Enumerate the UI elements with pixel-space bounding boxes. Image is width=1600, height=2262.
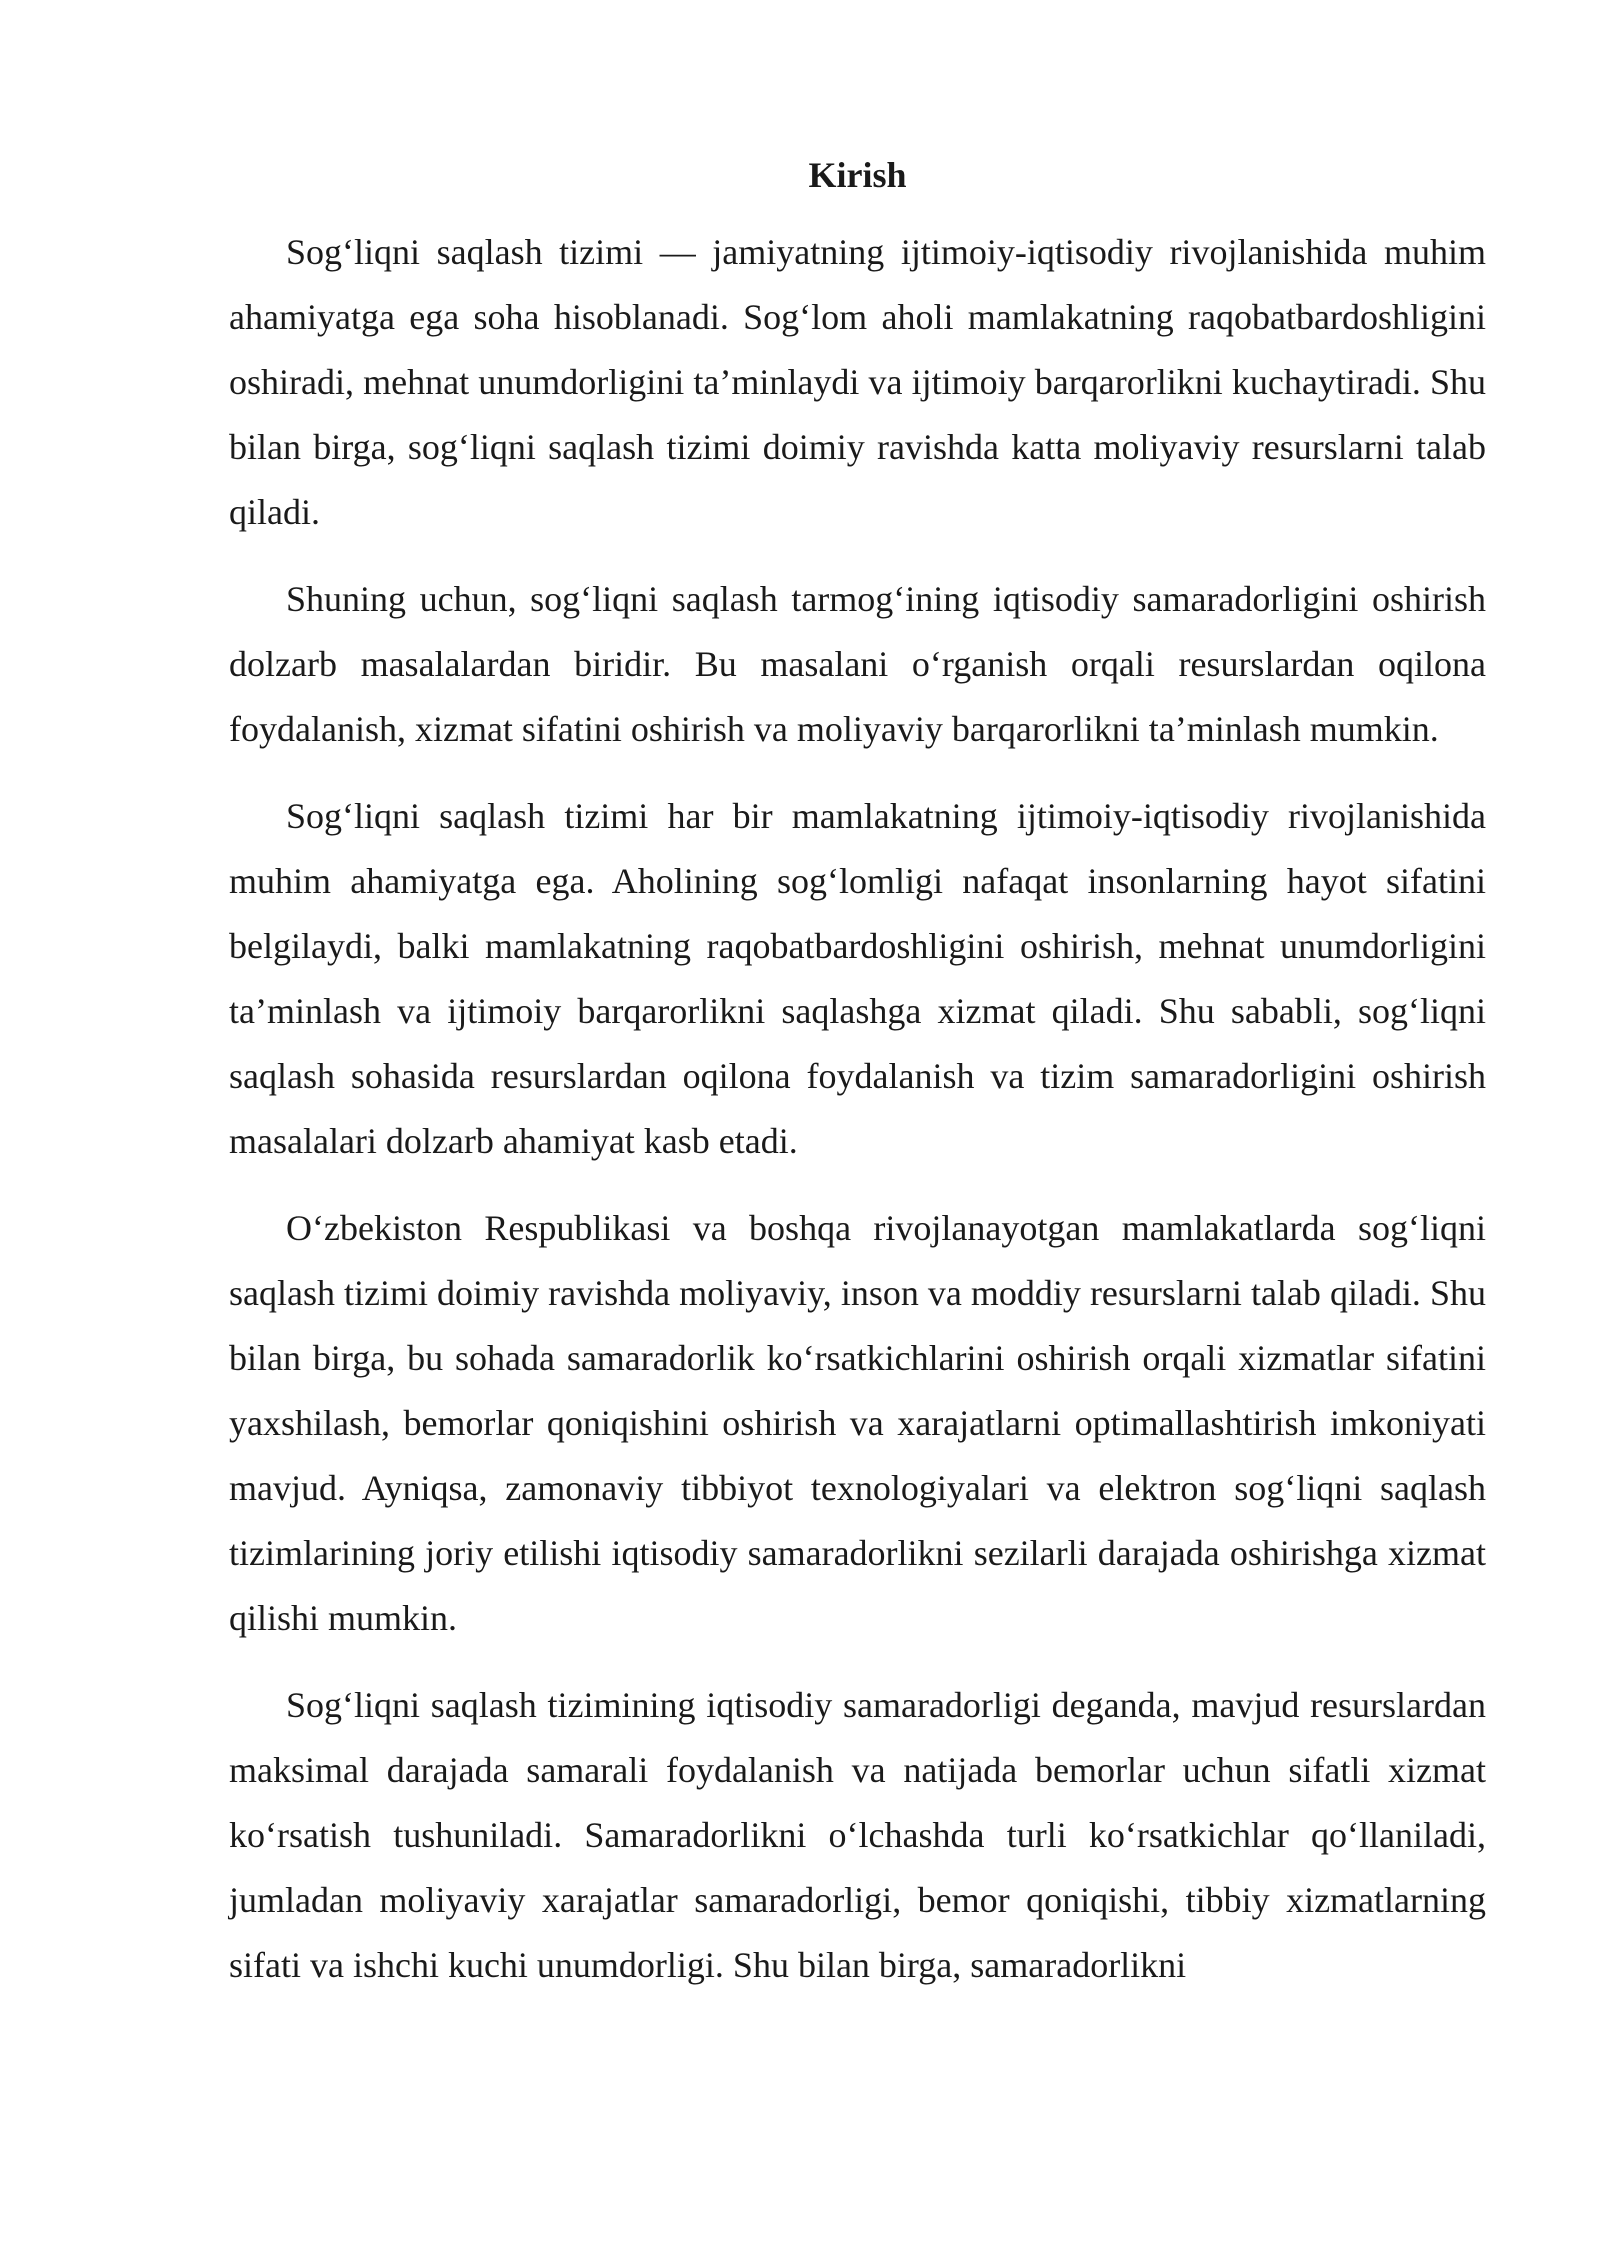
paragraph-4: O‘zbekiston Respublikasi va boshqa rivojlanayotgan mamlakatlarda sog‘liqni saqlash tizimi doimiy ravishda moliyaviy, inson va moddiy resurslarni talab qiladi. Shu bilan birga, bu sohada samaradorlik ko‘rsatkichlarini oshirish orqali xizmatlar sifatini yaxshilash, bemorlar qoniqishini oshirish va xarajatlarni optimallashtirish imkoniyati mavjud. Ayniqsa, zamonaviy tibbiyot texnologiyalari va elektron sog‘liqni saqlash tizimlarining joriy etilishi iqtisodiy samaradorlikni sezilarli darajada oshirishga xizmat qilishi mumkin. <box>229 1208 1486 1638</box>
paragraph-1: Sog‘liqni saqlash tizimi — jamiyatning ijtimoiy-iqtisodiy rivojlanishida muhim ahamiyatga ega soha hisoblanadi. Sog‘lom aholi mamlakatning raqobatbardoshligini oshiradi, mehnat unumdorligini ta’minlaydi va ijtimoiy barqarorlikni kuchaytiradi. Shu bilan birga, sog‘liqni saqlash tizimi doimiy ravishda katta moliyaviy resurslarni talab qiladi. <box>229 232 1486 532</box>
paragraph-3: Sog‘liqni saqlash tizimi har bir mamlakatning ijtimoiy-iqtisodiy rivojlanishida muhim ahamiyatga ega. Aholining sog‘lomligi nafaqat insonlarning hayot sifatini belgilaydi, balki mamlakatning raqobatbardoshligini oshirish, mehnat unumdorligini ta’minlash va ijtimoiy barqarorlikni saqlashga xizmat qiladi. Shu sababli, sog‘liqni saqlash sohasida resurslardan oqilona foydalanish va tizim samaradorligini oshirish masalalari dolzarb ahamiyat kasb etadi. <box>229 796 1486 1161</box>
section-heading: Kirish <box>808 155 907 195</box>
paragraph-5: Sog‘liqni saqlash tizimining iqtisodiy samaradorligi deganda, mavjud resurslardan maksimal darajada samarali foydalanish va natijada bemorlar uchun sifatli xizmat ko‘rsatish tushuniladi. Samaradorlikni o‘lchashda turli ko‘rsatkichlar qo‘llaniladi, jumladan moliyaviy xarajatlar samaradorligi, bemor qoniqishi, tibbiy xizmatlarning sifati va ishchi kuchi unumdorligi. Shu bilan birga, samaradorlikni <box>229 1685 1486 1985</box>
paragraph-2: Shuning uchun, sog‘liqni saqlash tarmog‘ining iqtisodiy samaradorligini oshirish dolzarb masalalardan biridir. Bu masalani o‘rganish orqali resurslardan oqilona foydalanish, xizmat sifatini oshirish va moliyaviy barqarorlikni ta’minlash mumkin. <box>229 579 1486 749</box>
document-page <box>229 150 1486 2020</box>
